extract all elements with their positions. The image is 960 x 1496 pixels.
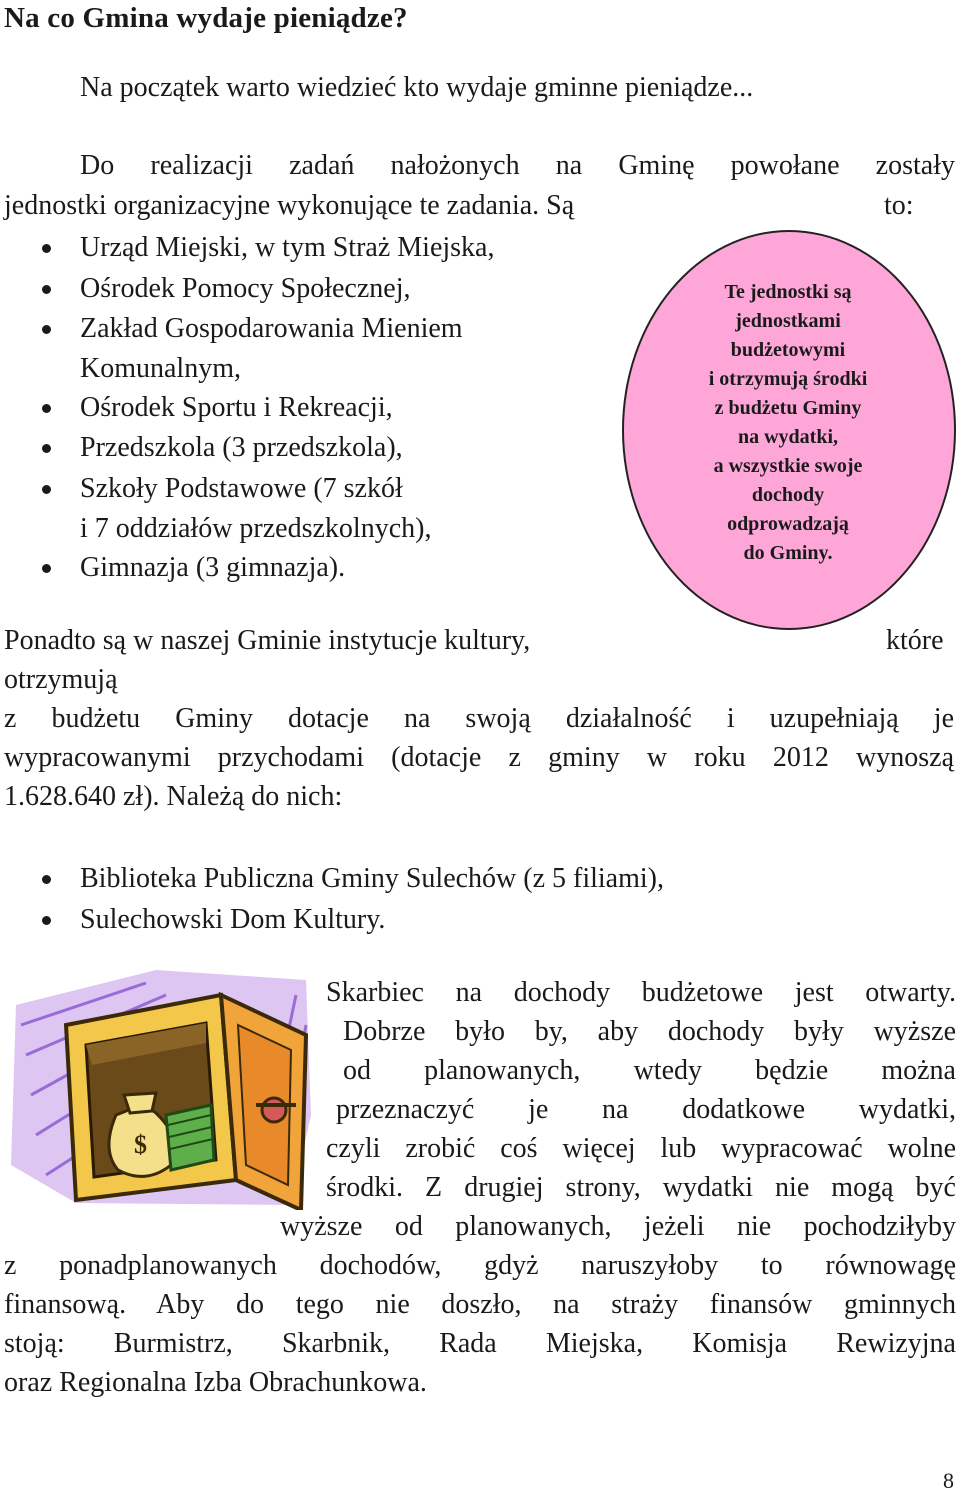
callout-line: do Gminy. [743,542,833,564]
culture-line-5: 1.628.640 zł). Należą do nich: [4,781,343,812]
list-item-continuation: i 7 oddziałów przedszkolnych), [80,512,432,544]
bullet-icon [42,285,51,294]
callout-line: z budżetu Gminy [714,397,862,419]
bullet-icon [42,404,51,413]
callout-line: odprowadzają [727,513,849,535]
page-number: 8 [943,1468,954,1493]
callout-line: a wszystkie swoje [713,455,863,477]
culture-line-3: z budżetu Gminy dotacje na swoją działalność i uzupełniają je [4,703,954,734]
list-item: Ośrodek Sportu i Rekreacji, [0,388,494,429]
bullet-icon [42,244,51,253]
list-item: Biblioteka Publiczna Gminy Sulechów (z 5 filiami), [0,859,664,900]
list-item: Gimnazja (3 gimnazja). [0,548,494,589]
culture-line-4: wypracowanymi przychodami (dotacje z gminy w roku 2012 wynoszą [4,742,954,773]
list-item: Sulechowski Dom Kultury. [0,900,664,941]
list-item: Zakład Gospodarowania Mieniem [0,309,494,350]
bullet-icon [42,325,51,334]
bullet-icon [42,875,51,884]
callout-line: budżetowymi [730,339,846,361]
safe-text-line: od planowanych, wtedy będzie można [343,1055,956,1086]
list-item: Ośrodek Pomocy Społecznej, [0,269,494,310]
culture-line-2: otrzymują [4,664,118,695]
culture-line-1-end: które [886,625,944,656]
list-item: Szkoły Podstawowe (7 szkół [0,469,494,510]
institutions-list [0,859,664,940]
bullet-icon [42,485,51,494]
intro-line-2: jednostki organizacyjne wykonujące te zadania. Są [4,190,575,221]
units-list [0,228,494,588]
callout-line: Te jednostki są [724,281,852,303]
safe-text-line: przeznaczyć je na dodatkowe wydatki, [336,1094,956,1125]
bullet-icon [42,444,51,453]
safe-text-line: finansową. Aby do tego nie doszło, na straży finansów gminnych [4,1289,956,1320]
safe-text-line: oraz Regionalna Izba Obrachunkowa. [4,1367,427,1398]
list-item-continuation: Komunalnym, [80,352,241,384]
safe-text-line: Skarbiec na dochody budżetowe jest otwarty. [326,977,956,1008]
callout-text [640,278,936,568]
safe-text-line: stoją: Burmistrz, Skarbnik, Rada Miejska, Komisja Rewizyjna [4,1328,956,1359]
safe-text-line: czyli zrobić coś więcej lub wypracować wolne [326,1133,956,1164]
callout-line: dochody [751,484,825,506]
callout-line: na wydatki, [737,426,839,448]
safe-text-line: wyższe od planowanych, jeżeli nie pochodziłyby [280,1211,956,1242]
callout-line: i otrzymują środki [708,368,868,390]
culture-line-1: Ponadto są w naszej Gminie instytucje kultury, [4,625,531,656]
bullet-icon [42,564,51,573]
intro-line-2-end: to: [884,190,914,221]
safe-text-line: z ponadplanowanych dochodów, gdyż naruszyłoby to równowagę [4,1250,956,1281]
callout-line: jednostkami [735,310,841,332]
intro-line-1: Do realizacji zadań nałożonych na Gminę powołane zostały [80,150,955,181]
bullet-icon [42,916,51,925]
safe-text-line: Dobrze było by, aby dochody były wyższe [343,1016,956,1047]
intro-paragraph: Na początek warto wiedzieć kto wydaje gminne pieniądze... [80,72,754,103]
list-item: Przedszkola (3 przedszkola), [0,428,494,469]
svg-text:$: $ [134,1130,147,1159]
open-safe-with-money-bag-icon [6,965,318,1210]
page-title: Na co Gmina wydaje pieniądze? [4,2,408,34]
safe-text-line: środki. Z drugiej strony, wydatki nie mogą być [326,1172,956,1203]
list-item: Urząd Miejski, w tym Straż Miejska, [0,228,494,269]
